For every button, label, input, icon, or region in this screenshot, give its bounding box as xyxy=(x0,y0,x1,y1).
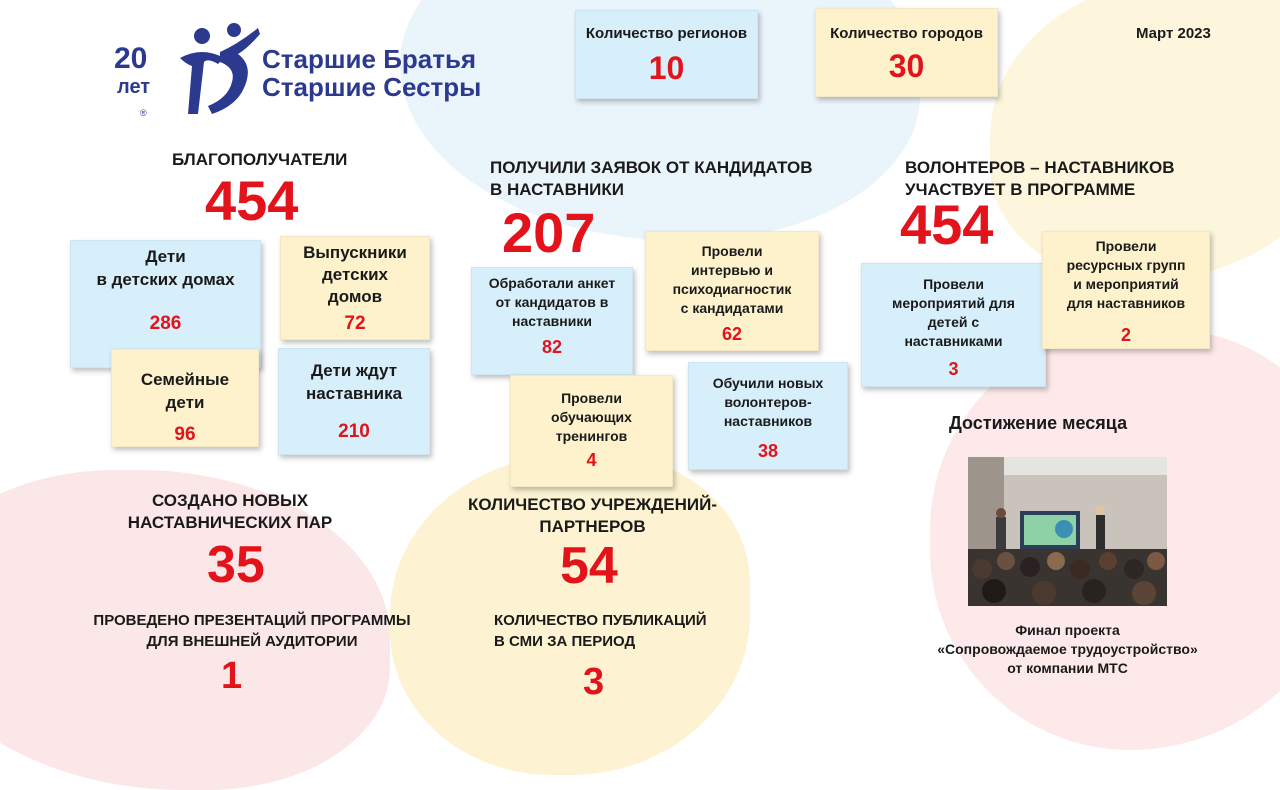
card-trainings-line2: обучающих xyxy=(551,409,632,425)
logo-registered-mark: ® xyxy=(140,108,147,118)
new-pairs-title-line2: НАСТАВНИЧЕСКИХ ПАР xyxy=(127,513,333,532)
regions-label: Количество регионов xyxy=(585,25,748,42)
new-pairs-title xyxy=(100,491,360,533)
card-graduates xyxy=(280,236,430,340)
card-resource-line4: для наставников xyxy=(1066,295,1186,311)
card-trained-volunteers xyxy=(688,362,848,470)
card-family-value: 96 xyxy=(174,424,196,445)
card-processed-line1: Обработали анкет xyxy=(488,275,616,291)
card-waiting-line1: Дети ждут xyxy=(310,361,398,380)
card-interviews-line3: психодиагностик xyxy=(672,281,792,297)
cities-card xyxy=(815,8,998,97)
logo-line-2: Старшие Сестры xyxy=(262,72,482,102)
card-resource-groups xyxy=(1042,231,1210,349)
card-resource-line2: ресурсных групп xyxy=(1066,257,1186,273)
card-graduates-line2: детских xyxy=(322,265,388,284)
logo-years-number: 20 xyxy=(114,42,148,75)
card-trainings-line3: тренингов xyxy=(555,428,628,444)
beneficiaries-title: БЛАГОПОЛУЧАТЕЛИ xyxy=(172,150,348,169)
achievement-caption-line1: Финал проекта xyxy=(1015,622,1120,638)
achievement-caption-line3: от компании МТС xyxy=(1007,660,1128,676)
card-graduates-value: 72 xyxy=(344,313,366,334)
achievement-caption-line2: «Сопровождаемое трудоустройство» xyxy=(937,641,1198,657)
presentations-value: 1 xyxy=(221,655,243,697)
logo-line-1: Старшие Братья xyxy=(262,44,477,74)
card-processed-line2: от кандидатов в xyxy=(495,294,609,310)
card-family-children xyxy=(111,349,259,447)
volunteers-value: 454 xyxy=(900,193,994,256)
card-events-kids xyxy=(861,263,1046,387)
card-resource-line1: Провели xyxy=(1095,238,1157,254)
card-interviews-value: 62 xyxy=(721,324,743,344)
publications-value: 3 xyxy=(583,661,605,703)
achievement-photo-image xyxy=(968,457,1167,606)
volunteers-title-line1: ВОЛОНТЕРОВ – НАСТАВНИКОВ xyxy=(905,158,1175,177)
regions-value: 10 xyxy=(648,50,685,86)
achievement-caption xyxy=(905,621,1230,678)
publications-title-line1: КОЛИЧЕСТВО ПУБЛИКАЦИЙ xyxy=(494,612,707,629)
publications-title-line2: В СМИ ЗА ПЕРИОД xyxy=(494,633,636,650)
applications-title-line1: ПОЛУЧИЛИ ЗАЯВОК ОТ КАНДИДАТОВ xyxy=(490,158,813,177)
card-events-line3: детей с xyxy=(927,314,980,330)
achievement-title: Достижение месяца xyxy=(949,413,1128,433)
card-resource-value: 2 xyxy=(1120,325,1131,345)
partners-title xyxy=(440,495,745,537)
card-family-line1: Семейные xyxy=(140,370,230,389)
card-trained-value: 38 xyxy=(757,441,779,461)
card-trained-line3: наставников xyxy=(723,413,813,429)
card-waiting-line2: наставника xyxy=(305,384,403,403)
cities-label: Количество городов xyxy=(830,25,983,42)
new-pairs-title-line1: СОЗДАНО НОВЫХ xyxy=(151,491,309,510)
presentations-title-line2: ДЛЯ ВНЕШНЕЙ АУДИТОРИИ xyxy=(146,633,358,650)
card-events-line1: Провели xyxy=(923,276,984,292)
cities-value: 30 xyxy=(888,48,925,84)
card-trainings-value: 4 xyxy=(586,450,597,470)
card-interviews-line2: интервью и xyxy=(691,262,773,278)
logo xyxy=(112,18,492,118)
logo-figures-icon xyxy=(162,18,262,118)
new-pairs-value: 35 xyxy=(207,536,265,594)
volunteers-title-line2: УЧАСТВУЕТ В ПРОГРАММЕ xyxy=(905,180,1136,199)
report-date: Март 2023 xyxy=(1136,25,1211,42)
card-orphanage-line2: в детских домах xyxy=(96,270,235,289)
card-interviews-line1: Провели xyxy=(701,243,763,259)
card-trained-line1: Обучили новых xyxy=(712,375,824,391)
card-processed-line3: наставники xyxy=(512,313,592,329)
card-trained-line2: волонтеров- xyxy=(724,394,812,410)
card-family-line2: дети xyxy=(165,393,205,412)
card-children-waiting xyxy=(278,348,430,455)
beneficiaries-value: 454 xyxy=(205,169,299,232)
card-interviews-line4: с кандидатами xyxy=(680,300,784,316)
achievement-photo xyxy=(968,457,1167,606)
card-processed-value: 82 xyxy=(541,337,563,357)
card-resource-line3: и мероприятий xyxy=(1073,276,1179,292)
partners-title-line1: КОЛИЧЕСТВО УЧРЕЖДЕНИЙ- xyxy=(467,495,718,514)
partners-value: 54 xyxy=(560,537,618,595)
card-events-value: 3 xyxy=(948,359,959,379)
card-orphanage-value: 286 xyxy=(149,313,182,334)
card-events-line4: наставниками xyxy=(904,333,1003,349)
applications-title xyxy=(490,158,812,200)
regions-card xyxy=(575,10,758,99)
publications-title xyxy=(494,611,754,651)
card-trainings xyxy=(510,375,673,487)
card-graduates-line3: домов xyxy=(327,287,383,306)
card-orphanage-line1: Дети xyxy=(145,247,186,266)
partners-title-line2: ПАРТНЕРОВ xyxy=(539,517,646,536)
card-graduates-line1: Выпускники xyxy=(303,243,407,262)
card-events-line2: мероприятий для xyxy=(892,295,1015,311)
applications-value: 207 xyxy=(502,201,596,264)
applications-title-line2: В НАСТАВНИКИ xyxy=(490,180,624,199)
presentations-title-line1: ПРОВЕДЕНО ПРЕЗЕНТАЦИЙ ПРОГРАММЫ xyxy=(93,612,411,629)
presentations-title xyxy=(72,611,432,651)
card-waiting-value: 210 xyxy=(338,421,370,442)
card-interviews xyxy=(645,231,819,351)
card-processed-forms xyxy=(471,267,633,375)
logo-years-word: лет xyxy=(117,76,151,98)
card-trainings-line1: Провели xyxy=(561,390,622,406)
